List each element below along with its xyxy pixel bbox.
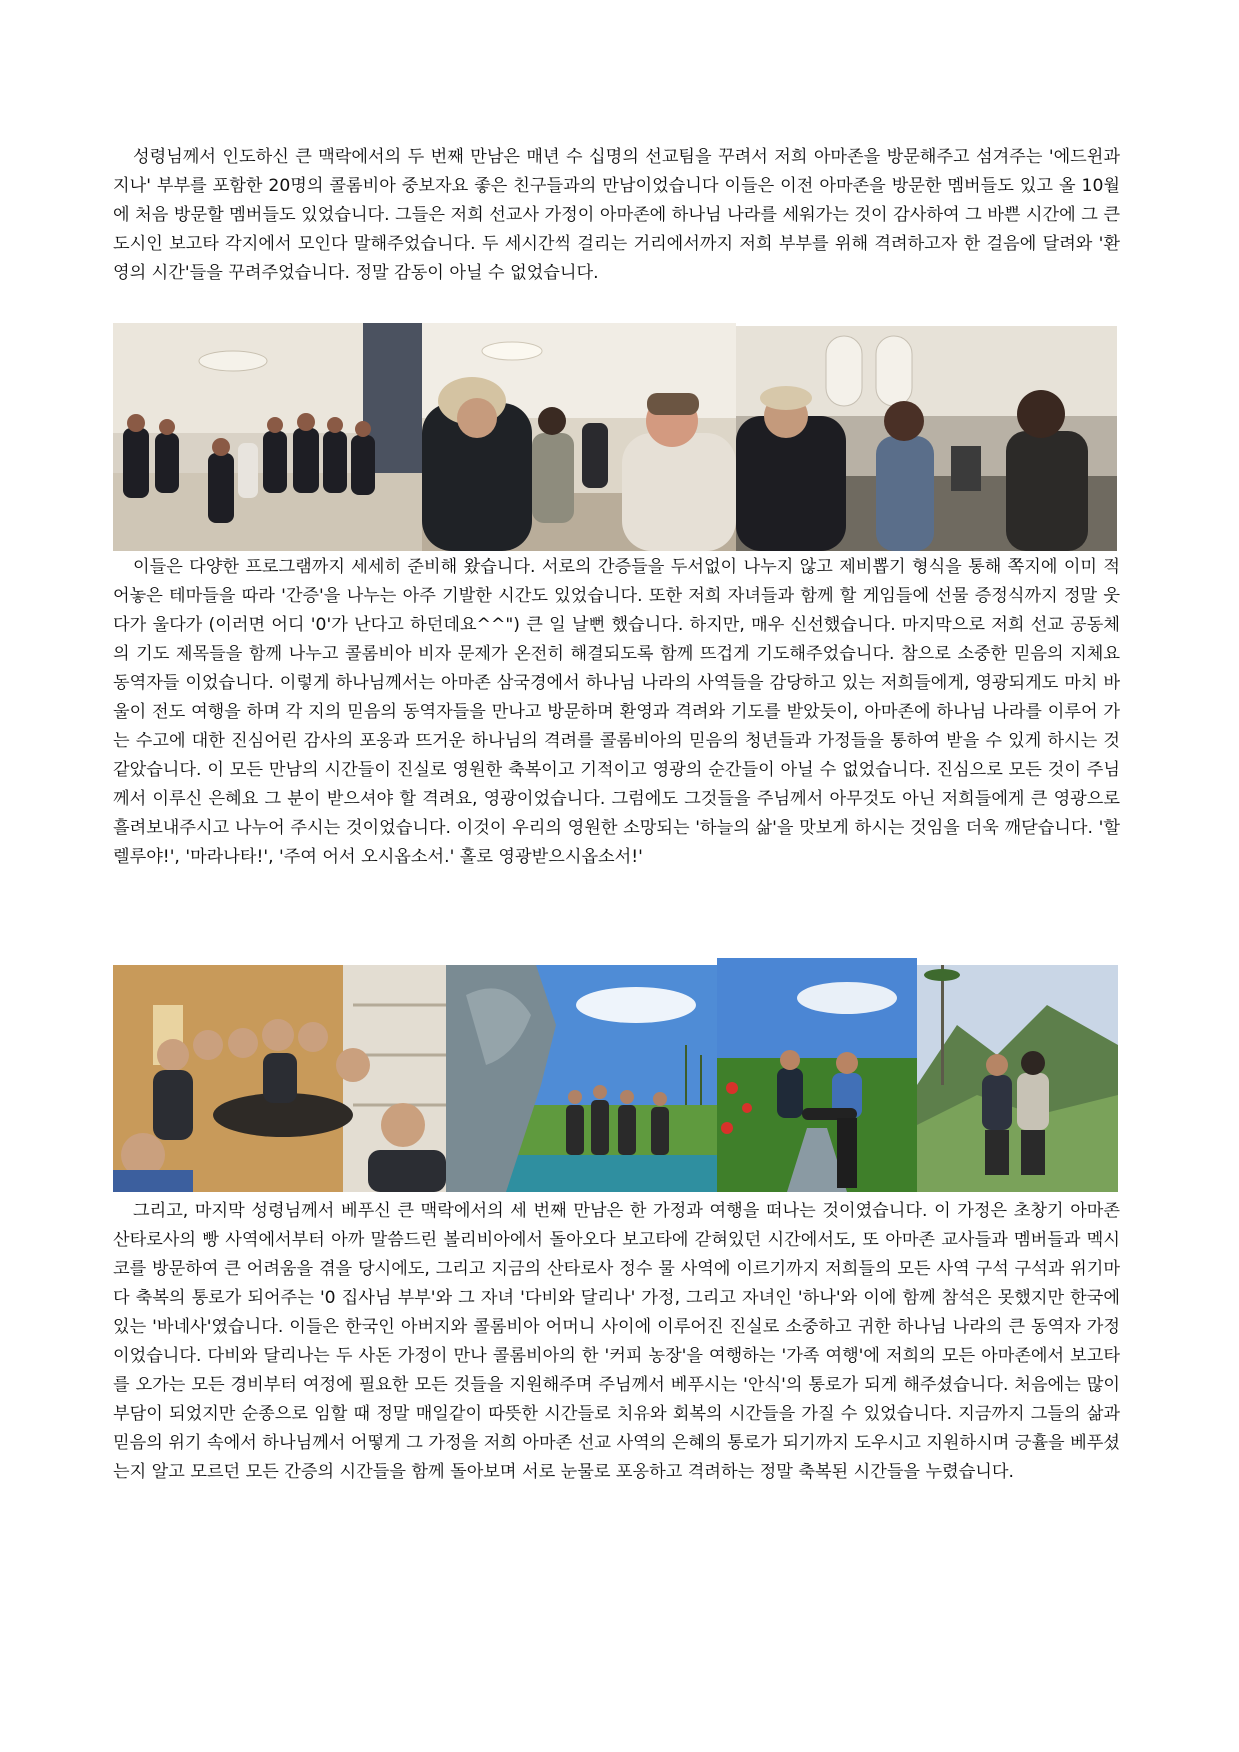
paragraph-program: 이들은 다양한 프로그램까지 세세히 준비해 왔습니다. 서로의 간증들을 두서없이 나누지 않고 제비뽑기 형식을 통해 쪽지에 이미 적어놓은 테마들을 따라 '간증'을 나누는 아주 기발한 시간도 있었습니다. 또한 저희 자녀들과 함께 할 게임들에 선물 증정식까지 정말 웃다가 울다가 (이러면 어디 '0'가 난다고 하던데요^^") 큰 일 날뻔 했습니다. 하지만, 매우 신선했습니다. 마지막으로 저희 선교 공동체의 기도 제목들을 함께 나누고 콜롬비아 비자 문제가 온전히 해결되도록 함께 뜨겁게 기도해주었습니다. 참으로 소중한 믿음의 지체요 동역자들 이었습니다. 이렇게 하나님께서는 아마존 삼국경에서 하나님 나라의 사역들을 감당하고 있는 저희들에게, 영광되게도 마치 바울이 전도 여행을 하며 각 지의 믿음의 동역자들을 만나고 방문하며 환영과 격려와 기도를 받았듯이, 아마존에 하나님 나라를 이루어 가는 수고에 대한 진심어린 감사의 포옹과 뜨거운 하나님의 격려를 콜롬비아의 믿음의 청년들과 가정들을 통하여 받을 수 있게 하시는 것같았습니다. 이 모든 만남의 시간들이 진실로 영원한 축복이고 기적이고 영광의 순간들이 아닐 수 없었습니다. 진심으로 모든 것이 주님께서 이루신 은혜요 그 분이 받으셔야 할 격려요, 영광이었습니다. 그럼에도 그것들을 주님께서 아무것도 아닌 저희들에게 큰 영광으로 흘려보내주시고 나누어 주시는 것이었습니다. 이것이 우리의 영원한 소망되는 '하늘의 삶'을 맛보게 하시는 것임을 더욱 깨닫습니다. '할렐루야!', '마라나타!', '주여 어서 오시옵소서.' 홀로 영광받으시옵소서!' (113, 557, 1120, 867)
greeting-embrace-photo (422, 323, 736, 551)
paragraph-intro: 성령님께서 인도하신 큰 맥락에서의 두 번째 만남은 매년 수 십명의 선교팀을 꾸려서 저희 아마존을 방문해주고 섬겨주는 '에드윈과 지나' 부부를 포함한 20명의 콜롬비아 중보자요 좋은 친구들과의 만남이었습니다 이들은 이전 아마존을 방문한 멤버들도 있고 올 10월에 처음 방문할 멤버들도 있었습니다. 그들은 저희 선교사 가정이 아마존에 하나님 나라를 세워가는 것이 감사하여 그 바쁜 시간에 그 큰 도시인 보고타 각지에서 모인다 말해주었습니다. 두 세시간씩 걸리는 거리에서까지 저희 부부를 위해 격려하고자 한 걸음에 달려와 '환영의 시간'들을 꾸려주었습니다. 정말 감동이 아닐 수 없었습니다. (113, 147, 1120, 283)
paragraph-family-trip: 그리고, 마지막 성령님께서 베푸신 큰 맥락에서의 세 번째 만남은 한 가정과 여행을 떠나는 것이였습니다. 이 가정은 초창기 아마존 산타로사의 빵 사역에서부터 아까 말씀드린 볼리비아에서 돌아오다 보고타에 갇혀있던 시간에서도, 또 아마존 교사들과 멤버들과 멕시코를 방문하여 큰 어려움을 겪을 당시에도, 그리고 지금의 산타로사 정수 물 사역에 이르기까지 저희들의 모든 사역 구석 구석과 위기마다 축복의 통로가 되어주는 '0 집사님 부부'와 그 자녀 '다비와 달리나' 가정, 그리고 자녀인 '하나'와 이에 함께 참석은 못했지만 한국에 있는 '바네사'였습니다. 이들은 한국인 아버지와 콜롬비아 어머니 사이에 이루어진 진실로 소중하고 귀한 하나님 나라의 큰 동역자 가정이었습니다. 다비와 달리나는 두 사돈 가정이 만나 콜롬비아의 한 '커피 농장'을 여행하는 '가족 여행'에 저희의 모든 아마존에서 보고타를 오가는 모든 경비부터 여정에 필요한 모든 것들을 지원해주며 주님께서 베푸시는 '안식'의 통로가 되게 해주셨습니다. 처음에는 많이 부담이 되었지만 순종으로 임할 때 정말 매일같이 따뜻한 시간들로 치유와 회복의 시간들을 가질 수 있었습니다. 지금까지 그들의 삶과 믿음의 위기 속에서 하나님께서 어떻게 그 가정을 저희 아마존 선교 사역의 은혜의 통로가 되기까지 도우시고 지원하시며 긍휼을 베푸셨는지 알고 모르던 모든 간증의 시간들을 함께 돌아보며 서로 눈물로 포옹하고 격려하는 정말 축복된 시간들을 누렸습니다. (113, 1201, 1120, 1482)
statue-landscape-photo (446, 965, 717, 1192)
laughing-gathering-photo (736, 326, 1117, 551)
cafe-family-photo (113, 965, 446, 1192)
group-meeting-circle-photo (113, 323, 422, 551)
garden-jump-photo (717, 958, 917, 1192)
mountain-couple-photo (917, 965, 1118, 1192)
